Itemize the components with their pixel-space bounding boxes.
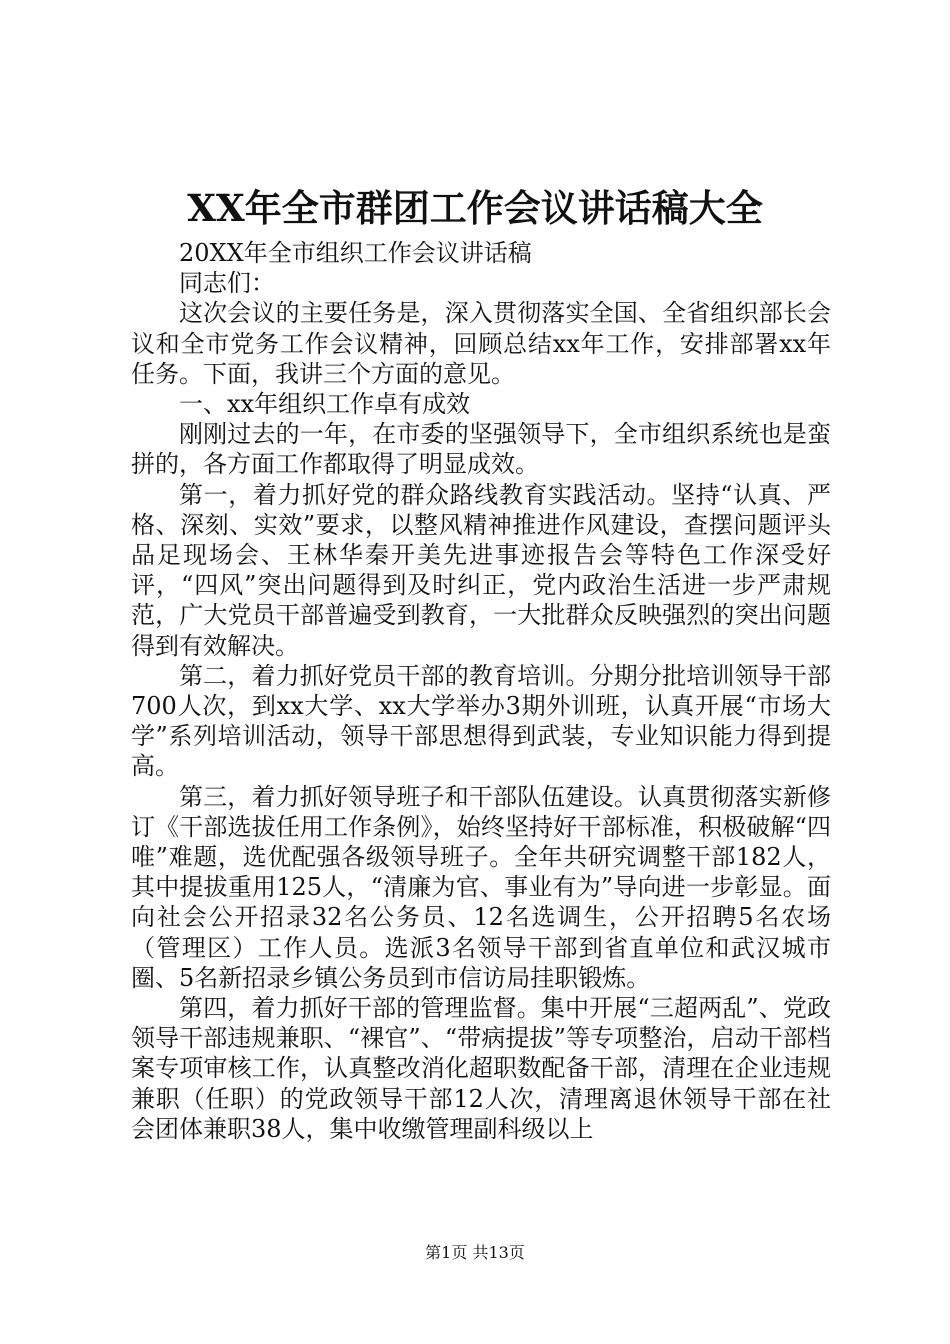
salutation-paragraph: 同志们： <box>179 269 275 298</box>
body-paragraph: 这次会议的主要任务是，深入贯彻落实全国、全省组织部长会议和全市党务工作会议精神，回顾总结xx年工作，安排部署xx年任务。下面，我讲三个方面的意见。 <box>131 299 831 388</box>
section-heading: 一、xx年组织工作卓有成效 <box>179 390 471 419</box>
document-title: XX年全市群团工作会议讲话稿大全 <box>187 186 763 230</box>
page-number-footer: 第1页 共13页 <box>425 1243 525 1262</box>
body-paragraph: 第三，着力抓好领导班子和干部队伍建设。认真贯彻落实新修订《干部选拔任用工作条例》，始终坚持好干部标准，积极破解“四唯”难题，选优配强各级领导班子。全年共研究调整干部182人，其中提拔重用125人，“清廉为官、事业有为”导向进一步彰显。面向社会公开招录32名公务员、12名选调生，公开招聘5名农场（管理区）工作人员。选派3名领导干部到省直单位和武汉城市圈、5名新招录乡镇公务员到市信访局挂职锻炼。 <box>131 782 831 992</box>
body-paragraph: 第二，着力抓好党员干部的教育培训。分期分批培训领导干部700人次，到xx大学、xx大学举办3期外训班，认真开展“市场大学”系列培训活动，领导干部思想得到武装，专业知识能力得到提高。 <box>131 661 831 781</box>
body-paragraph: 第一，着力抓好党的群众路线教育实践活动。坚持“认真、严格、深刻、实效”要求，以整风精神推进作风建设，查摆问题评头品足现场会、王林华秦开美先进事迹报告会等特色工作深受好评，“四风”突出问题得到及时纠正，党内政治生活进一步严肃规范，广大党员干部普遍受到教育，一大批群众反映强烈的突出问题得到有效解决。 <box>131 480 831 660</box>
document-body <box>131 238 831 1144</box>
body-paragraph: 第四，着力抓好干部的管理监督。集中开展“三超两乱”、党政领导干部违规兼职、“裸官”、“带病提拔”等专项整治，启动干部档案专项审核工作，认真整改消化超职数配备干部，清理在企业违规兼职（任职）的党政领导干部12人次，清理离退休领导干部在社会团体兼职38人，集中收缴管理副科级以上 <box>131 994 831 1143</box>
body-paragraph: 刚刚过去的一年，在市委的坚强领导下，全市组织系统也是蛮拼的，各方面工作都取得了明显成效。 <box>131 420 831 479</box>
subtitle-paragraph: 20XX年全市组织工作会议讲话稿 <box>179 239 532 267</box>
